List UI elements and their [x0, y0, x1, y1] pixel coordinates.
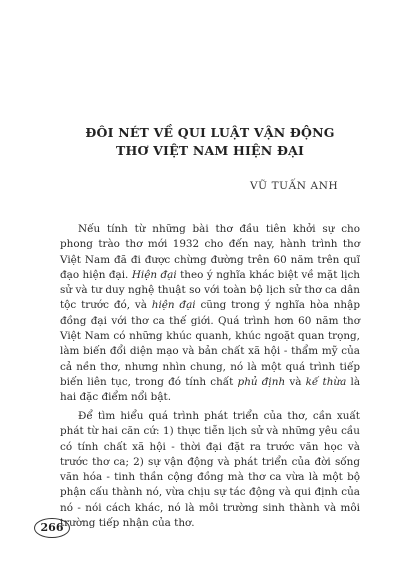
article-title-line-2: THƠ VIỆT NAM HIỆN ĐẠI	[115, 143, 305, 158]
paragraph-2-text: Để tìm hiểu quá trình phát triển của thơ, cần xuất phát từ hai căn cứ: 1) thực tiễn lịch sử và những yêu cầu có tính chất xã hội - thời đại đặt ra trước văn học và trước thơ ca; 2) sự vận động và phát triển của đời sống văn hóa - tinh thần cộng đồng mà thơ ca vừa là một bộ phận cấu thành nó, vừa chịu sự tác động và qui định của nó - nói cách khác, nó là môi trường sinh thành và môi trường tiếp nhận của thơ.	[60, 410, 360, 530]
author-name: VŨ TUẤN ANH	[250, 180, 339, 192]
paragraph-1-text-b: theo ý nghĩa khác biệt về mặt lịch sử và tư duy nghệ thuật so với toàn bộ lịch sử thơ ca dân tộc trước đó, và	[60, 268, 360, 312]
emphasis-hien-dai: Hiện đại	[131, 268, 177, 281]
body-paragraph-2	[60, 409, 360, 531]
emphasis-hien-dai-2: hiện đại	[151, 299, 196, 312]
paragraph-1-text-c: cũng trong ý nghĩa hòa nhập đồng đại với thơ ca thế giới. Quá trình hơn 60 năm thơ Việt Nam có những khúc quanh, khúc ngoặt quan trọng, làm biến đổi diện mạo và bản chất xã hội - thẩm mỹ của cả nền thơ, nhưng nhìn chung, nó là một quá trình tiếp biến liên tục, trong đó tính chất	[60, 299, 360, 388]
body-paragraph-1	[60, 222, 360, 406]
article-title-line-1: ĐÔI NÉT VỀ QUI LUẬT VẬN ĐỘNG	[85, 125, 335, 140]
paragraph-1-text-a: Nếu tính từ những bài thơ đầu tiên khởi sự cho phong trào thơ mới 1932 cho đến nay, hành trình thơ Việt Nam đã đi được chừng đường trên 60 năm trên quĩ đạo hiện đại.	[60, 223, 360, 281]
paragraph-1-text-e: là hai đặc điểm nổi bật.	[60, 375, 361, 404]
page-number: 266	[34, 518, 70, 538]
emphasis-ke-thua: kế thừa	[305, 375, 347, 388]
paragraph-1-text-d: và	[285, 375, 306, 388]
emphasis-phu-dinh: phủ định	[237, 375, 286, 388]
